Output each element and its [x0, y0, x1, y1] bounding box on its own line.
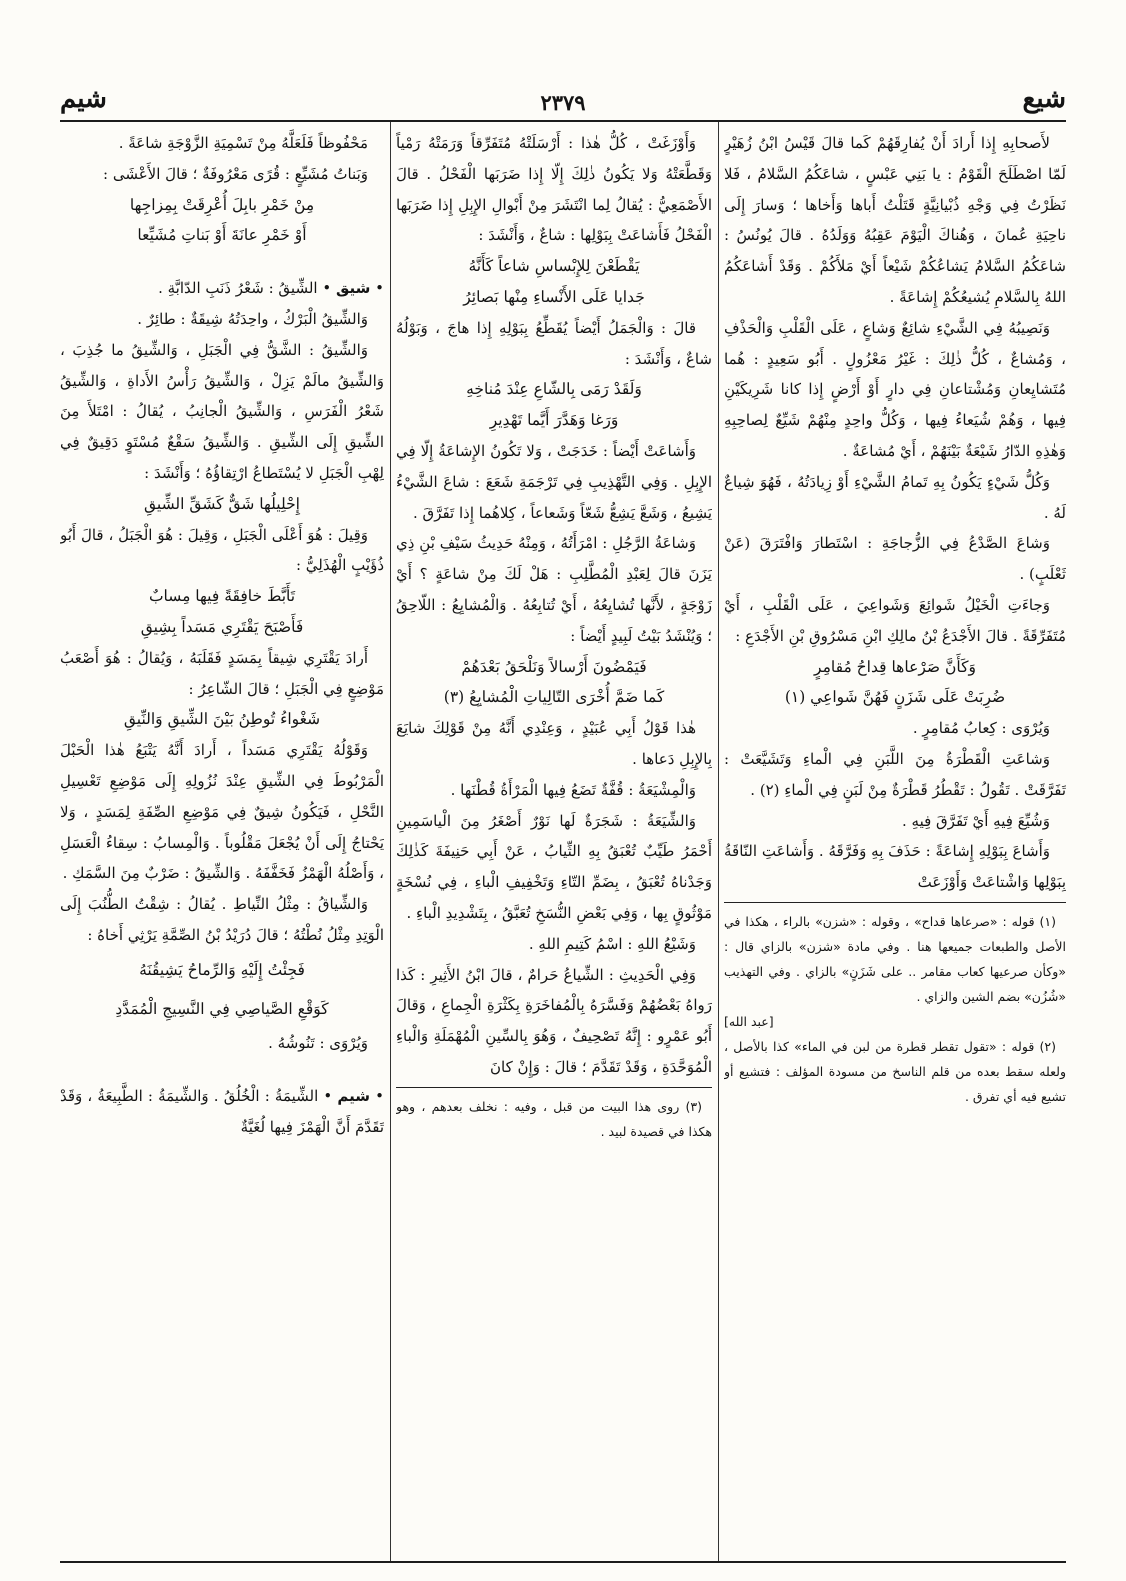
verse-line: جَدايا عَلَى الأَنْساءِ مِنْها بَصائِرُ	[463, 287, 645, 306]
verse-line: فَجِئْتُ إِلَيْهِ وَالرِّماحُ يَشِيقُنَهُ	[139, 960, 305, 979]
entry-paragraph: وَنَصِيبُهُ فِي الشَّيْءِ شائِعٌ وَشاعٍ ، عَلَى الْقَلْبِ وَالْحَذْفِ ، وَمُشاعٌ ، كُلُّ ذٰلِكَ : غَيْرُ مَعْزُولٍ . أَبُو سَعِيدٍ : هُما مُتَشايِعانِ وَمُشْتاعانِ فِي دارٍ أَوْ أَرْضٍ إِذا كانا شَرِيكَيْنِ فِيها ، وَهُمْ شُيَعاءُ فِيها ، وَكُلُّ واحِدٍ مِنْهُمْ شَيِّعٌ لِصاحِبِهِ وَهٰذِهِ الدّارُ شَيْعَةٌ بَيْنَهُمْ ، أَيْ مُشاعَةٌ .	[724, 318, 1066, 460]
entry-paragraph: وَقَوْلُهُ يَقْتَرِي مَسَداً ، أَرادَ أَنَّهُ يَتْبَعُ هٰذا الْحَبْلَ الْمَرْبُوطَ فِي الشِّيقِ عِنْدَ نُزُولِهِ إِلَى مَوْضِعِ تَعْسِيلِ النَّحْلِ ، فَيَكُونُ شِيقٌ فِي مَوْضِعِ الصِّفَةِ لِمَسَدٍ ، وَلا يَحْتاجُ إِلَى أَنْ يُجْعَلَ مَقْلُوباً . وَالْمِسابُ : سِقاءُ الْعَسَلِ ، وَأَصْلُهُ الْهَمْزُ فَخَفَّفَهُ . وَالشِّيقُ : ضَرْبٌ مِنَ السَّمَكِ .	[60, 741, 384, 883]
entry-heading-text: الشِّيمَةُ : الْخُلُقُ . وَالشِّيمَةُ : الطَّبِيعَةُ ، وَقَدْ تَقَدَّمَ أَنَّ الْهَمْزَ فِيها لُغَيَّةٌ	[60, 1087, 384, 1136]
footnote: (١) قوله : «صرعاها قداح» ، وقوله : «شزن» بالراء ، هكذا في الأصل والطبعات جميعها هنا . وفي مادة «شزن» بالزاي قال : «وكأن صرعيها كعاب مقامر .. على شَزَنٍ» بالزاي . وفي التهذيب «شُزُن» بضم الشين والزاي .	[724, 913, 1066, 1004]
entry-paragraph: وَشاعَتِ الْقَطْرَةُ مِنَ اللَّبَنِ فِي الْماءِ وَتَشَيَّعَتْ : تَفَرَّقَتْ . تَقُولُ : تَقْطُرُ قَطْرَةٌ مِنْ لَبَنٍ فِي الْماءِ (٢) .	[724, 749, 1066, 799]
entry-paragraph: وَالشِّيقُ الْبَرْكُ ، واحِدَتُهُ شِيقَةٌ : طائِرٌ .	[137, 309, 368, 328]
verse-line: كَوَقْعِ الصَّياصِي فِي النَّسِيجِ الْمُمَدَّدِ	[115, 999, 329, 1018]
verse-line: وَلَقَدْ رَمَى بِالشّاعِ عِنْدَ مُناخِهِ	[466, 380, 642, 399]
entry-paragraph: وَالشِّياقُ : مِثْلُ النِّياطِ . يُقالُ : شِقْتُ الطُّنُبَ إِلَى الْوَتِدِ مِثْلُ نُطْتُهُ ؛ قالَ دُرَيْدُ بْنُ الصِّمَّةِ يَرْثِي أَخاهُ :	[60, 895, 384, 944]
entry-paragraph: هٰذا قَوْلُ أَبِي عُبَيْدٍ ، وَعِنْدِي أَنَّهُ مِنْ قَوْلِكَ شايَعَ بِالإِبِلِ دَعاها .	[396, 719, 712, 768]
entry-paragraph: وَالشِّيقُ : الشَّقُّ فِي الْجَبَلِ ، وَالشِّيقُ ما جُذِبَ ، وَالشِّيقُ مالَمْ يَزِلْ ، وَالشِّيقُ رَأْسُ الأَداةِ ، وَالشِّيقُ شَعْرُ الْفَرَسِ ، وَالشِّيقُ الْجانِبُ ، يُقالُ : امْتَلأَ مِنَ الشِّيقِ إِلَى الشِّيقِ . وَالشِّيقُ سَقْعٌ مُسْتَوٍ دَقِيقٌ فِي لِهْبِ الْجَبَلِ لا يُسْتَطاعُ ارْتِقاؤُهُ ؛ وَأَنْشَدَ :	[60, 340, 384, 482]
entry-headword: شيم	[337, 1087, 371, 1106]
entry-marker: •	[318, 1087, 338, 1106]
entry-paragraph: قالَ : وَالْجَمَلُ أَيْضاً يُقَطِّعُ بِبَوْلِهِ إِذا هاجَ ، وَبَوْلُهُ شاعٌ ، وَأَنْشَدَ :	[396, 318, 712, 368]
column-middle	[396, 128, 712, 1557]
verse-line: كَما ضَمَّ أُخْرَى التّالِياتِ الْمُشايِعُ (٣)	[443, 688, 665, 707]
entry-paragraph: وَأَوْزَغَتْ ، كُلُّ هٰذا : أَرْسَلَتْهُ مُتَفَرِّقاً وَرَمَتْهُ رَمْياً وَقَطَّعَتْهُ وَلا يَكُونُ ذٰلِكَ إِلّا إِذا ضَرَبَها الْفَحْلُ . قالَ الأَصْمَعِيُّ : يُقالُ لِما انْتَشَرَ مِنْ أَبْوالِ الإِبِلِ إِذا ضَرَبَها الْفَحْلُ فَأَشاعَتْ بِبَوْلِها : شاعٌ ، وَأَنْشَدَ :	[396, 134, 712, 245]
footnote: (٢) قوله : «تقول تقطر قطرة من لبن في الماء» كذا بالأصل ، ولعله سقط بعده من قلم الناسخ من مسودة المؤلف : فتشيع أو تشيع فيه أي تفرق .	[724, 1038, 1066, 1104]
entry-heading	[60, 1081, 384, 1143]
verse-line: أَوْ خَمْرِ عانَةَ أَوْ بَناتِ مُشَيِّعا	[137, 226, 307, 245]
verse-line: فَأَصْبَحَ يَقْتَرِي مَسَداً بِشِيقِ	[140, 617, 304, 636]
entry-paragraph: وَيُرْوَى : كِعابُ مُقامِرٍ .	[912, 719, 1050, 738]
page-number: ٢٣٧٩	[540, 90, 586, 115]
entry-headword: شيق	[335, 279, 371, 298]
column-divider	[390, 122, 391, 1561]
footnote: (٣) روى هذا البيت من قبل ، وفيه : نخلف بعدهم ، وهو هكذا في قصيدة لبيد .	[396, 1098, 712, 1139]
verse-line: شَغْواءُ تُوطِنُ بَيْنَ الشِّيقِ وَالنِّيقِ	[123, 710, 321, 729]
entry-paragraph: وَجاءَتِ الْخَيْلُ شَوائِعَ وَشَواعِيَ ، عَلَى الْقَلْبِ ، أَيْ مُتَفَرِّقَةً . قالَ الأَجْدَعُ بْنُ مالِكِ ابْنِ مَسْرُوقِ بْنِ الأَجْدَعِ :	[724, 595, 1066, 645]
running-head-left: شيم	[60, 84, 107, 114]
column-right	[724, 128, 1066, 1557]
entry-paragraph: وَشاعَ الصَّدْعُ فِي الزُّجاجَةِ : اسْتَطارَ وَافْتَرَقَ (عَنْ ثَعْلَبٍ) .	[724, 534, 1066, 584]
entry-paragraph: وَشاعَةُ الرَّجُلِ : امْرَأَتُهُ ، وَمِنْهُ حَدِيثُ سَيْفِ بْنِ ذِي يَزَنَ قالَ لِعَبْدِ الْمُطَّلِبِ : هَلْ لَكَ مِنْ شاعَةٍ ؟ أَيْ زَوْجَةٍ ، لأَنَّها تُشايِعُهُ ، أَيْ تُتابِعُهُ . وَالْمُشايِعُ : اللّاحِقُ ؛ وَيُنْشَدُ بَيْتُ لَبِيدٍ أَيْضاً :	[396, 534, 712, 645]
verse-line: مِنْ خَمْرِ بابِلَ أُعْرِقَتْ بِمِزاجِها	[129, 195, 315, 214]
entry-paragraph: وَفِي الْحَدِيثِ : الشِّياعُ حَرامٌ ، قالَ ابْنُ الأَثِيرِ : كَذا رَواهُ بَعْضُهُمْ وَفَسَّرَهُ بِالْمُفاخَرَةِ بِكَثْرَةِ الْجِماعِ ، وَقالَ أَبُو عَمْرٍو : إِنَّهُ تَصْحِيفٌ ، وَهُوَ بِالسِّينِ الْمُهْمَلَةِ وَالْباءِ الْمُوَحَّدَةِ ، وَقَدْ تَقَدَّمَ ؛ قالَ : وَإِنْ كانَ	[396, 965, 712, 1076]
entry-paragraph: وَأَشاعَتْ أَيْضاً : خَدَجَتْ ، وَلا تَكُونُ الإِشاعَةُ إِلّا فِي الإِبِلِ . وَفِي التَّهْذِيبِ فِي تَرْجَمَةِ شَعَعَ : شاعَ الشَّيْءُ يَشِيعُ ، وَشَعَّ يَشِعُّ شَعّاً وَشَعاعاً ، كِلاهُما إِذا تَفَرَّقَ .	[396, 441, 712, 522]
verse-line: إِحْلِيلُها شَقٌّ كَشَقِّ الشِّيقِ	[144, 494, 300, 513]
entry-paragraph: وَالشِّيَعَةُ : شَجَرَةٌ لَها نَوْرٌ أَصْغَرُ مِنَ الْياسَمِينِ أَحْمَرُ طَيِّبٌ تُعْبَقُ بِهِ الثِّيابُ ، عَنْ أَبِي حَنِيفَةَ كَذٰلِكَ وَجَدْناهُ تُعْبَقُ ، بِضَمِّ التّاءِ وَتَخْفِيفِ الْباءِ ، فِي نُسْخَةٍ مَوْثُوقٍ بِها ، وَفِي بَعْضِ النُّسَخِ تُعَبَّقُ ، بِتَشْدِيدِ الْباءِ .	[396, 811, 712, 922]
verse-line: فَيَمْضُونَ أَرْسالاً وَنَلْحَقُ بَعْدَهُمْ	[461, 657, 647, 676]
footnote-rule	[724, 902, 1066, 903]
entry-paragraph: وَبَناتُ مُشَيِّعٍ : قُرًى مَعْرُوفَةٌ ؛ قالَ الأَعْشَى :	[103, 164, 368, 183]
verse-line: وَكَأَنَّ صَرْعاها قِداحُ مُقامِرٍ	[814, 657, 976, 676]
entry-paragraph: مَحْفُوظاً فَلَعَلَّهُ مِنْ تَسْمِيَةِ الزَّوْجَةِ شاعَةً .	[118, 134, 368, 152]
column-left	[60, 128, 384, 1557]
entry-paragraph: وَشُيِّعَ فِيهِ أَيْ تَفَرَّقَ فِيهِ .	[902, 811, 1050, 830]
entry-paragraph: وَكُلُّ شَيْءٍ يَكُونُ بِهِ تَمامُ الشَّيْءِ أَوْ زِيادَتُهُ ، فَهُوَ شِياعٌ لَهُ .	[724, 472, 1066, 522]
verse-line: تَأَبَّطَ خافِقَةً فِيها مِسابٌ	[148, 587, 296, 606]
entry-heading-text: الشِّيقُ : شَعْرُ ذَنَبِ الدّابَّةِ .	[158, 279, 318, 298]
entry-paragraph: وَالْمِشْيَعَةُ : قُفَّةٌ تَضَعُ فِيها الْمَرْأَةُ قُطْنَها .	[450, 780, 696, 799]
footnote-signature: [عبد الله]	[724, 1013, 774, 1029]
entry-paragraph: أَرادَ يَقْتَرِي شِيقاً بِمَسَدٍ فَقَلَبَهُ ، وَيُقالُ : هُوَ أَصْعَبُ مَوْضِعٍ فِي الْجَبَلِ ؛ قالَ الشّاعِرُ :	[60, 648, 384, 698]
entry-paragraph: لأَصحابِهِ إِذا أَرادَ أَنْ يُفارِقَهُمْ كَما قالَ قَيْسُ ابْنُ زُهَيْرٍ لَمّا اصْطَلَحَ الْقَوْمُ : يا بَنِي عَبْسٍ ، شاعَكُمُ السَّلامُ ، فَلا نَظَرْتُ فِي وَجْهِ ذُبْيانِيَّةٍ قَتَلْتُ أَباها وَأَخاها ؛ وَسارَ إِلَى ناحِيَةِ عُمانَ ، وَهُناكَ الْيَوْمَ عَقِبُهُ وَوَلَدُهُ . قالَ يُونُسُ : شاعَكُمُ السَّلامُ يَشاعُكُمْ شَيْعاً أَيْ مَلأَكُمْ . وَقَدْ أَشاعَكُمُ اللهُ بِالسَّلامِ يُشيعُكُمْ إِشاعَةً .	[724, 134, 1066, 306]
verse-line: وَرَغا وَهَدَّرَ أَيَّما تَهْدِيرِ	[489, 411, 619, 430]
entry-marker: •	[370, 1087, 384, 1106]
verse-line: ضُرِبَتْ عَلَى شَزَنٍ فَهُنَّ شَواعِي (١)	[784, 688, 1006, 707]
footnote-rule	[396, 1087, 712, 1088]
entry-paragraph: وَيُرْوَى : تَنُوشُهُ .	[268, 1034, 368, 1053]
column-divider	[718, 122, 719, 1561]
entry-paragraph: وَقِيلَ : هُوَ أَعْلَى الْجَبَلِ ، وَقِيلَ : هُوَ الْجَبَلُ ، قالَ أَبُو ذُؤَيْبٍ الْهُذَلِيُّ :	[60, 525, 384, 575]
entry-heading	[60, 273, 384, 304]
entry-marker: •	[317, 279, 336, 298]
footer-rule	[60, 1561, 1066, 1563]
entry-paragraph: وَشَيْعُ اللهِ : اسْمُ كَتِيمِ اللهِ .	[528, 934, 696, 953]
entry-paragraph: وَأَشاعَ بِبَوْلِهِ إِشاعَةً : حَذَفَ بِهِ وَفَرَّقَهُ . وَأَشاعَتِ النّاقَةُ بِبَوْلِها وَاشْتاعَتْ وَأَوْزَعَتْ	[724, 842, 1066, 892]
entry-marker: •	[370, 279, 384, 298]
running-head-right: شيع	[1022, 84, 1066, 114]
verse-line: يَقْطَعْنَ لِلإِبْساسِ شاعاً كَأَنَّهُ	[468, 257, 640, 276]
header-rule	[60, 120, 1066, 122]
